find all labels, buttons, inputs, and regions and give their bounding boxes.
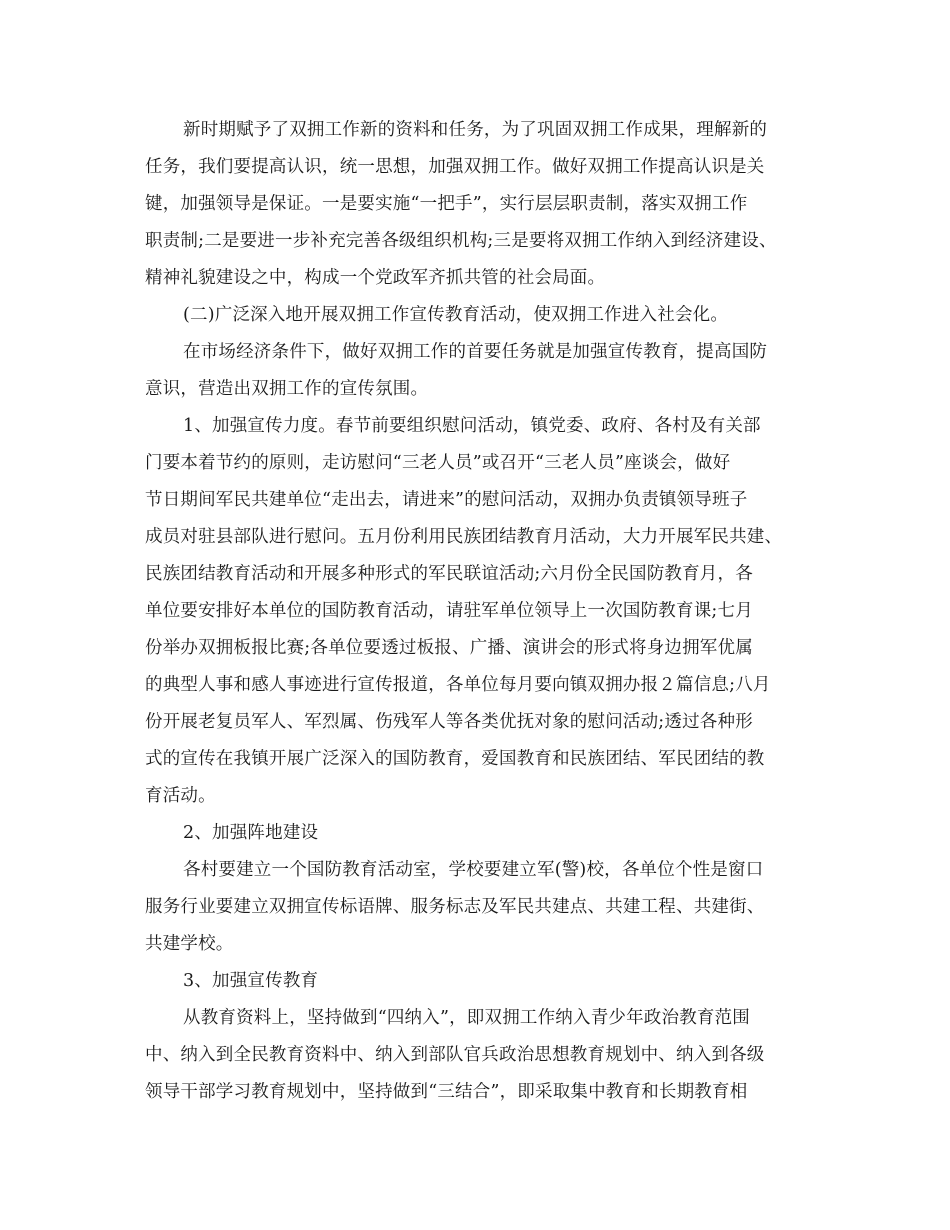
paragraph-line: 意识，营造出双拥工作的宣传氛围。 <box>145 379 429 399</box>
paragraph-line: 服务行业要建立双拥宣传标语牌、服务标志及军民共建点、共建工程、共建街、 <box>145 897 765 917</box>
paragraph-line: 单位要安排好本单位的国防教育活动，请驻军单位领导上一次国防教育课;七月 <box>145 601 753 621</box>
paragraph-line: 任务，我们要提高认识，统一思想，加强双拥工作。做好双拥工作提高认识是关 <box>145 157 765 177</box>
paragraph-line: 份举办双拥板报比赛;各单位要透过板报、广播、演讲会的形式将身边拥军优属 <box>145 638 753 658</box>
paragraph-line: 民族团结教育活动和开展多种形式的军民联谊活动;六月份全民国防教育月，各 <box>145 564 753 584</box>
paragraph-line: 键，加强领导是保证。一是要实施“一把手”，实行层层职责制，落实双拥工作 <box>145 194 748 214</box>
paragraph-line: 从教育资料上，坚持做到“四纳入”，即双拥工作纳入青少年政治教育范围 <box>183 1008 750 1028</box>
paragraph-line: 育活动。 <box>145 786 216 806</box>
paragraph-line: 中、纳入到全民教育资料中、纳入到部队官兵政治思想教育规划中、纳入到各级 <box>145 1045 765 1065</box>
paragraph-line: 1、加强宣传力度。春节前要组织慰问活动，镇党委、政府、各村及有关部 <box>183 416 761 436</box>
paragraph-line: 的典型人事和感人事迹进行宣传报道，各单位每月要向镇双拥办报２篇信息;八月 <box>145 675 771 695</box>
paragraph-line: 新时期赋予了双拥工作新的资料和任务，为了巩固双拥工作成果，理解新的 <box>183 120 768 140</box>
section-heading: (二)广泛深入地开展双拥工作宣传教育活动，使双拥工作进入社会化。 <box>183 305 729 325</box>
paragraph-line: 成员对驻县部队进行慰问。五月份利用民族团结教育月活动，大力开展军民共建、 <box>145 527 783 547</box>
paragraph-line: 领导干部学习教育规划中，坚持做到“三结合”，即采取集中教育和长期教育相 <box>145 1082 748 1102</box>
paragraph-line: 共建学校。 <box>145 934 234 954</box>
paragraph-line: 节日期间军民共建单位“走出去，请进来”的慰问活动，双拥办负责镇领导班子 <box>145 490 748 510</box>
paragraph-line: 式的宣传在我镇开展广泛深入的国防教育，爱国教育和民族团结、军民团结的教 <box>145 749 765 769</box>
paragraph-line: 份开展老复员军人、军烈属、伤残军人等各类优抚对象的慰问活动;透过各种形 <box>145 712 753 732</box>
paragraph-line: 在市场经济条件下，做好双拥工作的首要任务就是加强宣传教育，提高国防 <box>183 342 768 362</box>
paragraph-line: 门要本着节约的原则，走访慰问“三老人员”或召开“三老人员”座谈会，做好 <box>145 453 731 473</box>
paragraph-line: 精神礼貌建设之中，构成一个党政军齐抓共管的社会局面。 <box>145 268 606 288</box>
paragraph-line: 各村要建立一个国防教育活动室，学校要建立军(警)校，各单位个性是窗口 <box>183 860 764 880</box>
paragraph-line: 职责制;二是要进一步补充完善各级组织机构;三是要将双拥工作纳入到经济建设、 <box>145 231 777 251</box>
subsection-heading: 2、加强阵地建设 <box>183 823 319 843</box>
subsection-heading: 3、加强宣传教育 <box>183 971 319 991</box>
